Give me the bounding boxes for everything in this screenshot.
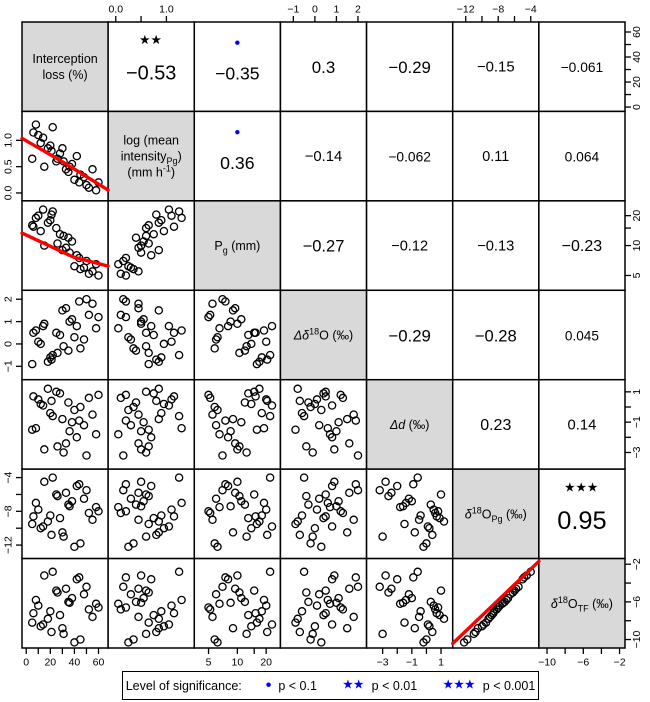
axis-tick-label: 2 xyxy=(2,296,15,303)
scatter-panel-r7c4 xyxy=(280,559,366,648)
diag-label-5 xyxy=(389,418,430,432)
correlation-value: −0.15 xyxy=(476,59,515,76)
legend-title: Level of significance: xyxy=(125,678,242,693)
correlation-value: −0.28 xyxy=(474,326,517,346)
correlation-value: −0.29 xyxy=(388,58,431,78)
correlation-r5c7 xyxy=(568,417,597,433)
axis-tick-label: 0.0 xyxy=(2,185,15,201)
correlation-r5c6 xyxy=(480,417,511,434)
legend-item-label: p < 0.1 xyxy=(278,678,317,693)
axis-tick-label: 0 xyxy=(311,3,318,16)
correlation-value: 0.14 xyxy=(567,417,597,434)
significance-symbol: ★★★ xyxy=(443,679,476,691)
axis-tick-label: −4 xyxy=(524,3,537,16)
axis-tick-label: 2 xyxy=(355,3,361,16)
diag-cell-r1 xyxy=(22,22,108,111)
axis-tick-label: 60 xyxy=(92,656,105,669)
axis-tick-label: −1 xyxy=(287,3,300,16)
axis-tick-label: 20 xyxy=(260,656,273,669)
axis-tick-label: −10 xyxy=(538,656,556,669)
axis-tick-label: −12 xyxy=(2,536,15,554)
correlation-value: −0.13 xyxy=(477,238,515,255)
correlation-r1c4 xyxy=(312,58,335,77)
legend-item xyxy=(343,678,417,694)
correlation-value: 0.23 xyxy=(480,416,512,434)
axis-tick-label: 60 xyxy=(631,26,643,38)
diag-label-line: $\Delta\delta^{18}O$ (‰) xyxy=(293,326,354,343)
legend-item-label: p < 0.01 xyxy=(371,678,418,693)
significance-stars: ★★ xyxy=(139,34,163,47)
significance-stars: ★★★ xyxy=(564,481,599,494)
correlation-r3c7 xyxy=(562,238,603,255)
axis-tick-label: 40 xyxy=(631,51,643,63)
correlation-value: −0.53 xyxy=(126,62,177,85)
legend-item-label: p < 0.001 xyxy=(482,678,536,693)
correlation-value: −0.061 xyxy=(560,60,604,76)
legend-items xyxy=(266,678,536,694)
scatter-panel-r4c3 xyxy=(194,290,280,379)
axis-tick-label: 0 xyxy=(2,341,15,347)
correlation-value: −0.12 xyxy=(391,238,429,255)
correlation-r1c6 xyxy=(477,60,515,76)
correlation-r4c6 xyxy=(475,327,517,346)
axis-tick-label: 1.0 xyxy=(159,3,174,16)
correlation-r1c5 xyxy=(388,58,430,77)
axis-tick-label: −3 xyxy=(631,446,643,459)
axis-tick-label: 0.0 xyxy=(108,3,124,16)
axis-tick-label: −10 xyxy=(631,630,643,649)
axis-tick-label: −6 xyxy=(631,595,643,608)
axis-tick-label: 1 xyxy=(2,318,15,325)
correlation-value: 0.045 xyxy=(564,328,599,344)
correlation-r4c5 xyxy=(388,327,430,346)
significance-symbol: • xyxy=(265,676,272,694)
axis-tick-label: 0 xyxy=(23,656,30,669)
correlation-value: −0.27 xyxy=(302,237,345,256)
diag-label-line: Interception xyxy=(32,52,98,67)
axis-tick-label: −2 xyxy=(613,656,626,669)
correlation-r2c6 xyxy=(482,149,509,165)
axis-tick-label: −1 xyxy=(2,360,15,373)
correlation-value: 0.95 xyxy=(557,506,607,535)
significance-dot xyxy=(235,130,239,134)
axis-tick-label: 0 xyxy=(631,104,643,110)
axis-tick-label: 1 xyxy=(438,656,444,669)
significance-symbol: ★★ xyxy=(342,679,365,691)
axis-tick-label: 10 xyxy=(231,656,244,669)
axis-tick-label: 20 xyxy=(631,76,643,88)
correlation-value: 0.36 xyxy=(220,153,255,174)
correlation-r3c5 xyxy=(391,239,428,255)
axis-tick-label: −1 xyxy=(405,656,418,669)
axis-tick-label: −6 xyxy=(577,656,590,669)
legend-item xyxy=(266,678,317,694)
correlation-r3c4 xyxy=(303,238,345,256)
diag-label-4 xyxy=(293,327,353,343)
correlation-value: −0.23 xyxy=(561,238,603,256)
axis-tick-label: 1 xyxy=(631,388,643,395)
axis-tick-label: 1 xyxy=(333,3,340,16)
legend-item xyxy=(443,678,535,694)
diag-label-line: $P_g$ (mm) xyxy=(214,239,261,256)
correlation-r2c4 xyxy=(305,149,342,165)
axis-tick-label: −12 xyxy=(456,3,475,16)
significance-dot xyxy=(235,41,239,45)
axis-tick-label: 5 xyxy=(631,272,643,279)
correlation-value: −0.14 xyxy=(304,149,343,166)
axis-tick-label: −3 xyxy=(376,656,389,669)
axis-tick-label: 0.5 xyxy=(2,159,15,174)
scatter-panel-r5c3 xyxy=(194,380,280,469)
correlation-value: 0.11 xyxy=(482,149,510,166)
axis-tick-label: 1.0 xyxy=(2,133,15,148)
axis-tick-label: 5 xyxy=(205,656,212,669)
axis-tick-label: −1 xyxy=(631,416,643,429)
axis-tick-label: 20 xyxy=(44,656,57,669)
diag-label-line: (mm $h^{-1}$) xyxy=(127,163,176,180)
diag-label-line: loss (%) xyxy=(42,68,88,83)
axis-tick-label: −8 xyxy=(2,505,15,518)
axis-tick-label: −2 xyxy=(631,558,643,571)
legend-box xyxy=(122,671,539,700)
axis-tick-label: −8 xyxy=(492,3,505,16)
axis-tick-label: 20 xyxy=(631,209,643,222)
correlation-value: −0.29 xyxy=(388,326,431,346)
correlation-r3c6 xyxy=(477,239,514,255)
diag-label-line: $\delta^{18}O_{TF}$ (‰) xyxy=(550,594,613,614)
diag-label-line: log (mean xyxy=(123,133,180,148)
axis-tick-label: 10 xyxy=(631,239,643,252)
correlation-value: 0.3 xyxy=(311,58,336,78)
diag-label-2 xyxy=(121,134,182,180)
axis-tick-label: 40 xyxy=(68,656,81,669)
correlation-value: −0.35 xyxy=(215,63,260,84)
correlation-value: 0.064 xyxy=(564,149,600,165)
diag-label-line: Δd (‰) xyxy=(389,417,430,432)
correlation-r4c7 xyxy=(565,329,599,344)
correlation-value: −0.062 xyxy=(388,149,431,165)
axis-tick-label: −4 xyxy=(2,471,15,484)
correlation-r2c7 xyxy=(565,150,600,165)
diag-label-line: $\delta^{18}O_{Pg}$ (‰) xyxy=(464,505,527,524)
correlation-r1c7 xyxy=(561,60,604,75)
correlation-r2c5 xyxy=(388,150,431,165)
diag-label-line: intensity$_{Pg}$) xyxy=(120,149,182,167)
